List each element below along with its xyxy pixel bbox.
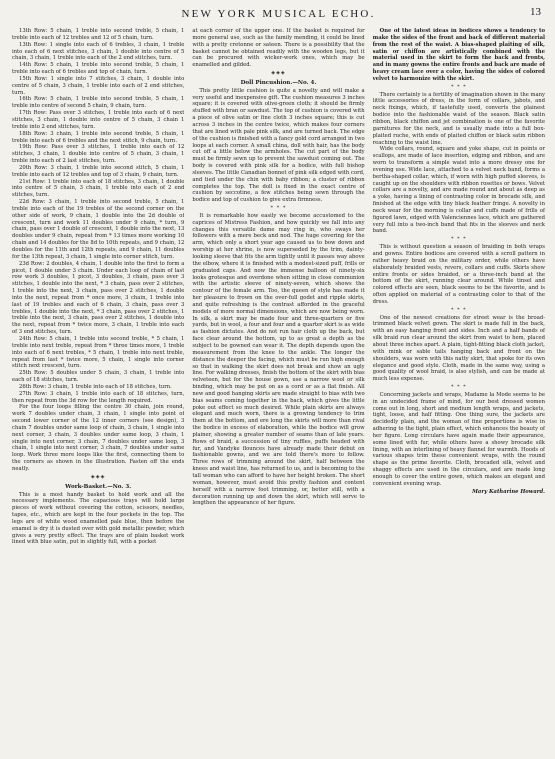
paragraph: 23d Row: 2 doubles, 4 chain, 1 double into the first to form a picot, 1 double under 3 chain. Under each loop of chain of last row work 3 doubles, 1 picot, 3 doubles, 3 chain, pass over 3 stitches, 1 double into the next, * 3 chain, pass over 2 stitches, 1 treble into the next, 3 chain, pass over 2 stitches, 1 double into the next, repeat from * once more, 3 chain, 1 treble into last of 19 trebles and each of 6 chain, 3 chain, pass over 3 trebles, 1 double into the next, * 3 chain, pass over 2 stitches, 1 treble into the next, 3 chain, pass over 2 stitches, 1 double into the next, repeat from * twice more, 3 chain, 1 treble into each of 3 end stitches, turn. [12,260,185,336]
ornament-divider: ◈◈◈ [90,473,106,480]
star-divider: * * * [450,384,467,391]
paragraph: 15th Row: 1 single into 7 stitches, 3 chain, 1 double into centre of 5 chain, 3 chain, 1 treble into each of 2 end stitches, turn. [12,75,185,96]
paragraph: This is without question a season of braiding in both wraps and gowns. Entire bodices are covered with a scroll pattern in rather heavy braid on the military order, while others have elaborately braided vests, revers, collars and cuffs. Skirts show entire fronts or sides braided, or a three-inch band at the bottom of the skirt, running clear around. While tinsel and colored effects are seen, black seems to be the favorite, and is often applied on material of a contrasting color to that of the dress. [372,244,545,305]
section-heading-work-basket: Work-Basket.—No. 3. [65,483,132,490]
article-columns [12,28,545,758]
paragraph: 13th Row: 5 chain, 1 treble into second treble, 5 chain, 1 treble into each of 12 trebles and 12 of 5 chain, turn. [12,28,185,41]
paragraph: 13th Row: 1 single into each of 6 trebles, 3 chain, 1 treble into each of 6 next stitches, 3 chain, 1 double into centre of 5 chain, 3 chain, 1 treble into each of the 2 end stitches, turn. [12,41,185,62]
page-number: 13 [530,6,541,18]
paragraph: 19th Row: Pass over 3 stitches, 1 treble into each of 12 stitches, 3 chain, 1 double into centre of 5 chain, 3 chain, 1 treble into each of 2 last stitches, turn. [12,144,185,165]
paragraph: One of the newest creations for street wear is the broad-trimmed black velvet gown. The skirt is made full in the back, with an easy hanging front and sides. Inch and a half bands of silk braid run clear around the skirt from waist to hem, placed about three inches apart. A plain, tight-fitting black cloth jacket, with mink or sable tails hanging back and front on the shoulders, was worn with this natty skirt, that spoke for its own elegance and good style. Cloth, made in the same way, using a good quality of wool braid, is also stylish, and can be made at much less expense. [372,314,545,383]
paragraph: It is remarkable how easily we become accustomed to the caprices of Mistress Fashion, and how quickly we fall into any changes this versatile dame may ring in, who sways her followers with a mere beck and nod. The huge covering for the arm, which only a short year ago caused us to bow down and worship at her shrine, is now superseded by the trim, dainty-looking sleeve that fits the arm tightly until it passes way above the elbow, where it is finished with a modest-sized puff, frills or graduated caps. And now the immense balloon of ninety-six looks grotesque and overdone when sitting in close communion with the artistic sleeve of ninety-seven, which shows the contour of the female arm. Too, the queen of style has made it her pleasure to frown on the over-full godet and ripple skirts, and quite refreshing is the contrast afforded in the graceful models of more normal dimensions, which are now being worn. In silk, a skirt may be made four and three-quarters or five yards, but in wool, a four and four and a quarter skirt is as wide as fashion dictates. And do not run hair cloth up the back, but face clear around the bottom, up to as great a depth as the subject to be gowned can wear it. The depth depends upon the measurement from the knee to the ankle. The longer the distance the deeper the facing, which must be run high enough so that in walking the skirt does not break and show an ugly line. For walking dresses, finish the bottom of the skirt with bias velveteen, but for the house gown, use a narrow wool or silk binding, which may be put on as a cord or as a flat finish. All new and good hanging skirts are made straight to bias with two bias seams coming together in the back, which gives the little poke out effect so much desired. While plain skirts are always elegant and much worn, there is a growing tendency to trim them at the bottom, and ere long the skirts will more than rival the bodice in excess of elaboration, while the bodice will grow plainer, showing a greater number of seams than of late years. Rows of braid, a succession of tiny ruffles, puffs headed with fur, and Vandyke flounces have already made their debut on fashionable gowns, and we are told there's more to follow. Three rows of trimming around the skirt, half between the knees and waist line, has returned to us, and is becoming to the tall woman who can afford to have her height broken. The short woman, however, must avoid this pretty fashion and content herself with a narrow foot trimming, or, better still, with a decoration running up and down the skirt, which will serve to lengthen the appearance of her figure. [192,212,365,507]
lead-paragraph: One of the latest ideas in bodices shows a tendency to make the sides of the front and back of different material from the rest of the waist. A bias-shaped plaiting of silk, satin or chiffon are artistically combined with the material used in the skirt to form the back and fronts, and in many gowns the entire fronts and back are made of heavy cream lace over a color, having the sides of colored velvet to harmonize with the skirt. [372,28,545,82]
paragraph: 25th Row: 5 doubles under 5 chain, 3 chain, 1 treble into each of 18 stitches, turn. [12,370,185,384]
paragraph: 26th Row: 3 chain, 1 treble into each of 18 stitches, turn. [19,383,172,390]
paragraph: There certainly is a fertility of imagination shown in the many little accessories of dress, in the form of collars, jabots, and neck fixings, which, if tastefully used, converts the plainest bodice into the fashionable waist of the season. Black satin ribbon, black chiffon and jet combination is one of the favorite garnitures for the neck, and is usually made into a full box-plaited ruche, with ends of plaited chiffon or black satin ribbon reaching to the waist line. [372,91,545,146]
section-heading-doll-pincushion: Doll Pincushion.—No. 4. [240,79,317,86]
star-divider: * * * [450,83,467,90]
author-signature: Mary Katharine Howard. [472,488,545,495]
paragraph: 21st Row: 1 treble into each of 18 stitches, 3 chain, 1 double into centre of 5 chain, 3 chain, 1 treble into each of 2 end stitches, turn. [12,178,185,199]
paragraph: This pretty little cushion is quite a novelty and will make a very useful and inexpensive gift. The cushion measures 3 inches square; it is covered with olive-green cloth; it should be firmly stuffed with bran or sawdust. The top of cushion is covered with a piece of olive satin or fine cloth 3 inches square; this is cut across 3 inches in the centre twice, which makes four corners that are lined with pale pink silk, and are turned back. The edge of the cushion is finished with a fancy gold cord arranged in two loops at each corner. A small china, doll with hair, has the body cut off a little below the armholes. The cut part of the body must be firmly sewn up to prevent the sawdust coming out. The body is covered with pink silk for a bodice, with full bishop sleeves. The little Canadian bonnet of pink silk edged with cord, and tied under the chin with baby ribbon; a cluster of ribbon completes the top. The doll is fixed in the exact centre of cushion by seccotine, a few stitches being sewn through the bodice and top of cushion to give extra firmness. [192,87,365,204]
paragraph: 16th Row: 5 chain, 1 treble into second treble, 5 chain, 1 treble into centre of second 5 chain, 9 chain, turn. [12,96,185,110]
paragraph: 14th Row: 5 chain, 1 treble into second treble, 5 chain, 1 treble into each of 6 trebles and top of chain, turn. [12,62,185,76]
star-divider: * * * [450,236,467,243]
star-divider: * * * [450,306,467,313]
ornament-divider: ◈◈◈ [271,70,286,77]
paragraph: 18th Row: 3 chain, 1 treble into second treble, 5 chain, 1 treble into each of 6 trebles and the next stitch, 9 chain, turn. [12,130,185,144]
paragraph: at each corner of the upper one. If the basket is required for more general use, such as the family mending, it could be lined with a pretty cretonne or sateen. There is a possibility that the basket cannot be obtained readily with the wooden legs, but it can be procured with wicker-work ones, which may be enamelled and gilded. [192,28,365,69]
paragraph: This is a most handy basket to hold work and all the necessary implements. The capacious trays will hold large pieces of work without covering the cotton, scissors, needles, tapes, etc., which are kept in the four pockets in the top. The legs are of white wood enamelled pale blue, then before the enamel is dry it is dusted over with gold metallic powder, which gives a very pretty effect. The trays are of plain basket work lined with blue satin, put in slightly full, with a pocket [12,491,185,546]
paragraph: Wide collars, round, square and yoke shape, cut in points or scallops, are made of lace insertion, edging and ribbon, and are worn to transform a simple waist into a more dressy one for evening use. Wide lace, attached to a velvet neck band, forms a bertha-shaped collar, which, if worn with high puffed sleeves, is caught up on the shoulders with ribbon rosettes or bows. Velvet collars are a novelty, and are made round and about as deep as a yoke, having a lining of contrasting color in brocade silk, and finished at the edge with tiny black feather fringe. A novelty in neck wear for the morning is collar and cuffs made of frills of figured lawn, edged with Valenciennes lace, which are gathered very full into a two-inch band that fits in the sleeves and neck band. [372,146,545,235]
paragraph: Concerning jackets and wraps, Madame la Mode seems to be in an undecided frame of mind, for our best dressed women come out in long, short and medium length wraps, and jackets, tight, loose, and half fitting. One thing sure, the jackets are decidedly plain, and the woman of fine proportions is wise in adhering to the tight, plain effect, which enhances the beauty of her figure. Long circulars have again made their appearance, some lined with fur, while others have a showy brocade silk lining, with an interlining of heavy flannel for warmth. Hoods of various shapes trim these convenient wraps, with the round shape as the prime favorite. Cloth, brocaded silk, velvet and shaggy effects are used in the circulars, and are made long enough to cover the entire gown, which makes an elegant and convenient evening wrap. [372,391,545,487]
page-header [12,6,545,28]
paragraph: 20th Row: 3 chain, 1 treble into second stitch, 5 chain, 1 treble into each of 12 trebles and top of 3 chain, 9 chain, turn. [12,164,185,178]
column-left [12,28,184,758]
publication-title: NEW YORK MUSICAL ECHO. [181,8,376,20]
paragraph: 22d Row: 3 chain, 1 treble into second treble, 5 chain, 1 treble into each of the 19 trebles of the second corner on the other side of work, 9 chain, 1 double into the 2d double of crescent, turn and work 11 doubles under 9 chain, * turn, 9 chain, pass over 1 double of crescent, 1 double into the next, 13 doubles under 9 chain, repeat from * 13 times more working 10 chain and 14 doubles for the 8d to 10th repeats, and 9 chain, 12 doubles for the 11th and 12th repeats, and 9 chain, 11 doubles for the 13th repeat, 3 chain, 1 single into corner stitch, turn. [12,199,185,260]
paragraph: 17th Row: Pass over 3 stitches, 1 treble into each of 6 next stitches, 3 chain, 1 double into centre of 5 chain, 3 chain 1 treble into 2 end stitches, turn. [12,110,185,130]
column-middle [192,28,364,758]
column-right [373,28,545,758]
star-divider: * * * [270,205,287,212]
paragraph: 24th Row: 5 chain, 1 treble into second treble, * 5 chain, 1 treble into next treble, repeat from * three times more, 1 treble into each of 6 next trebles, * 5 chain, 1 treble into next treble, repeat from last * twice more, 5 chain, 1 single into corner stitch next crescent, turn. [12,335,185,370]
paragraph: 27th Row: 3 chain, 1 treble into each of 18 stitches, turn, then repeat from the 3d row for the length required. [12,390,185,404]
paragraph: For the four loops filling the centre 30 chain, join round, work 7 doubles under chain, 3 chain, 1 single into point of second lower corner of the 12 inner corners (see design), 3 chain 7 doubles under same loop of chain, 3 chain, 1 single into next corner, 3 chain, 3 doubles under same loop, 3 chain, 1 single into next corner, 3 chain, 7 doubles under same loop, 3 chain, 1 single into next corner, 3 chain, 7 doubles under same loop. Work three more loops like the first, connecting them to the corners as shown in the illustration. Fasten off the ends neatly. [12,404,185,472]
